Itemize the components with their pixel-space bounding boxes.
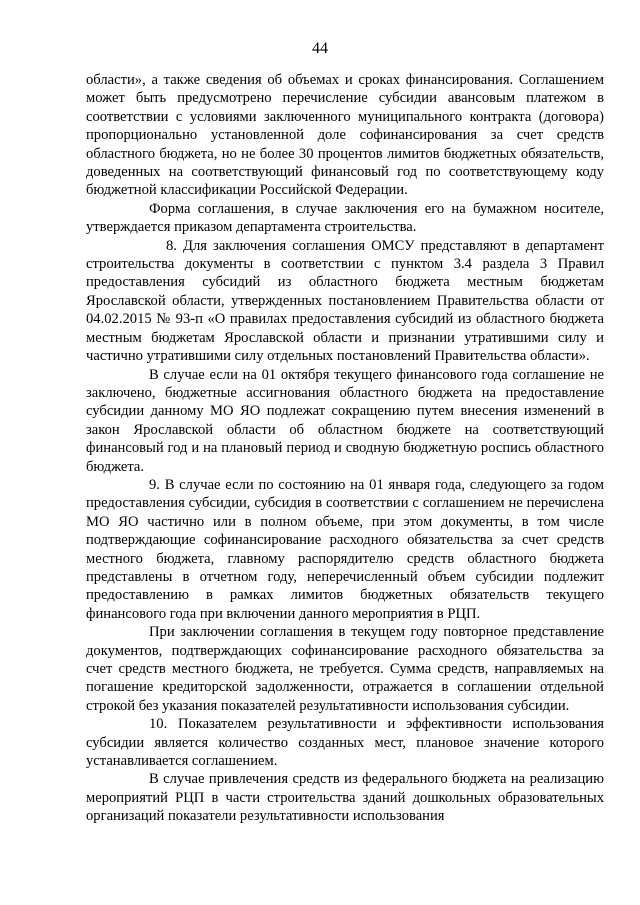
paragraph-agreement-form: Форма соглашения, в случае заключения его на бумажном носителе, утверждается приказом департамента строительства. xyxy=(86,200,604,236)
paragraph-october-deadline: В случае если на 01 октября текущего финансового года соглашение не заключено, бюджетные ассигнования областного бюджета на предоставление субсидии данному МО ЯО подлежат сокращению путем внесения изменений в закон Ярославской области об областном бюджете на соответствующий финансовый год и на плановый период и сводную бюджетную роспись областного бюджета. xyxy=(86,366,604,475)
page-number: 44 xyxy=(312,40,328,57)
paragraph-item-9: 9. В случае если по состоянию на 01 января года, следующего за годом предоставления субсидии, субсидия в соответствии с соглашением не перечислена МО ЯО частично или в полном объеме, при этом документы, в том числе подтверждающие софинансирование расходного обязательства за счет средств местного бюджета, главному распорядителю средств областного бюджета представлены в отчетном году, неперечисленный объем субсидии подлежит предоставлению в рамках лимитов бюджетных обязательств текущего финансового года при включении данного мероприятия в РЦП. xyxy=(86,476,604,622)
paragraph-item-10: 10. Показателем результативности и эффективности использования субсидии является количество созданных мест, плановое значение которого устанавливается соглашением. xyxy=(86,716,604,770)
paragraph-subsidy-advance: области», а также сведения об объемах и сроках финансирования. Соглашением может быть предусмотрено перечисление субсидии авансовым платежом в соответствии с условиями заключенного муниципального контракта (договора) пропорционально установленной доле софинансирования за счет средств областного бюджета, но не более 30 процентов лимитов бюджетных обязательств, доведенных на соответствующий финансовый год по соответствующему коду бюджетной классификации Российской Федерации. xyxy=(86,72,604,199)
body-text xyxy=(86,71,604,826)
paragraph-current-year-agreement: При заключении соглашения в текущем году повторное представление документов, подтверждающих софинансирование расходного обязательства за счет средств местного бюджета, не требуется. Сумма средств, направляемых на погашение кредиторской задолженности, отражается в соглашении отдельной строкой без указания показателей результативности использования субсидии. xyxy=(86,624,604,714)
paragraph-item-8: 8. Для заключения соглашения ОМСУ представляют в департамент строительства документы в соответствии с пунктом 3.4 раздела 3 Правил предоставления субсидий из областного бюджета местным бюджетам Ярославской области, утвержденных постановлением Правительства области от 04.02.2015 № 93-п «О правилах предоставления субсидий из областного бюджета местным бюджетам Ярославской области и признании утратившими силу и частично утратившими силу отдельных постановлений Правительства области». xyxy=(86,237,604,365)
paragraph-federal-funds: В случае привлечения средств из федерального бюджета на реализацию мероприятий РЦП в части строительства зданий дошкольных образовательных организаций показатели результативности использования xyxy=(86,771,604,825)
